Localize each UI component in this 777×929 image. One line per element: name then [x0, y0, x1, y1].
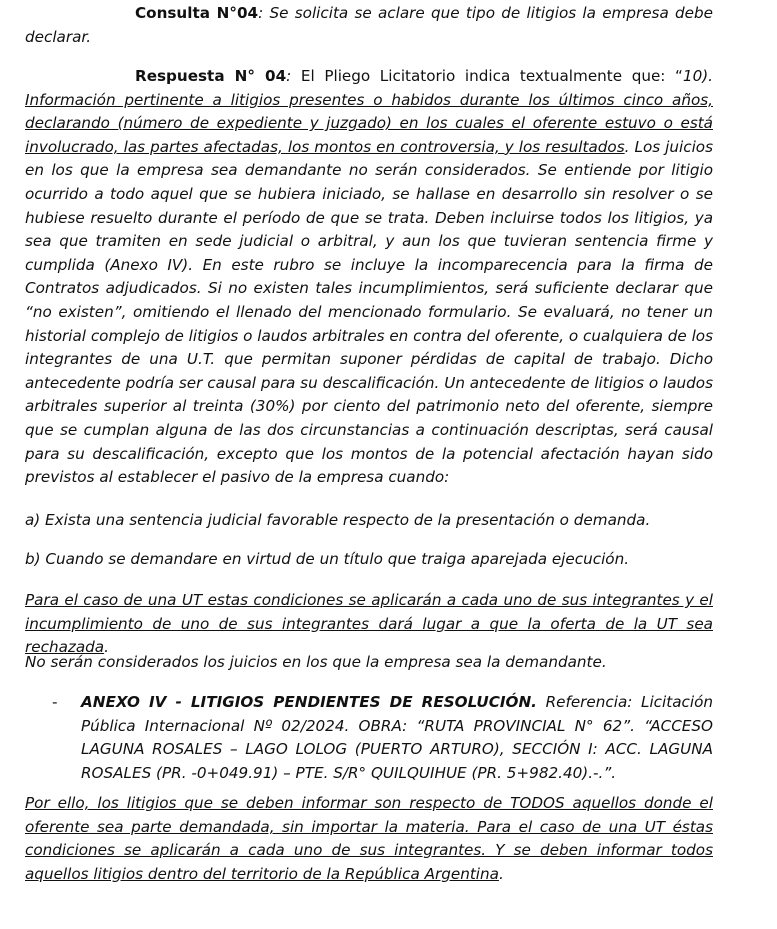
respuesta-intro: El Pliego Licitatorio indica textualmente que: “ [291, 67, 683, 85]
consulta-paragraph [25, 2, 713, 49]
consulta-colon: : [258, 4, 264, 22]
anexo-paragraph [81, 691, 713, 785]
consulta-label: Consulta N°04 [135, 4, 259, 22]
anexo-text: Referencia: Licitación Pública Internacional Nº 02/2024. OBRA: “RUTA PROVINCIAL N° 62”. “ACCESO LAGUNA ROSALES – LAGO LOLOG (PUERTO ARTURO), SECCIÓN I: ACC. LAGUNA ROSALES (PR. -0+049.91) – PTE. S/R° QUILQUIHUE (PR. 5+982.40).-.”. [81, 693, 714, 782]
consulta-text: Se solicita se aclare que tipo de litigios la empresa debe declarar. [25, 4, 714, 46]
respuesta-colon: : [286, 67, 292, 85]
conclusion-underlined: Por ello, los litigios que se deben informar son respecto de TODOS aquellos donde el oferente sea parte demandada, sin importar la materia. Para el caso de una UT éstas condiciones se aplicarán a cada uno de sus integrantes. Y se deben informar todos aquellos litigios dentro del territorio de la República Argentina [25, 794, 713, 883]
anexo-list-item [25, 691, 713, 785]
anexo-title: ANEXO IV - LITIGIOS PENDIENTES DE RESOLUCIÓN. [81, 693, 537, 711]
respuesta-paragraph [25, 65, 713, 490]
item-a: a) Exista una sentencia judicial favorable respecto de la presentación o demanda. [25, 511, 651, 529]
conclusion-paragraph [25, 792, 713, 886]
ut-paragraph [25, 589, 713, 660]
respuesta-rest: . Los juicios en los que la empresa sea demandante no serán considerados. Se entiende por litigio ocurrido a todo aquel que se hubiera iniciado, se hallase en desarrollo sin resolver o se hubiese resuelto durante el período de que se trata. Deben incluirse todos los litigios, ya sea que tramiten en sede judicial o arbitral, y aun los que tuvieran sentencia firme y cumplida (Anexo IV). En este rubro se incluye la incomparecencia para la firma de Contratos adjudicados. Si no existen tales incumplimientos, será suficiente declarar que “no existen”, omitiendo el llenado del mencionado formulario. Se evaluará, no tener un historial complejo de litigios o laudos arbitrales en contra del oferente, o cualquiera de los integrantes de una U.T. que permitan suponer pérdidas de capital de trabajo. Dicho antecedente podría ser causal para su descalificación. Un antecedente de litigios o laudos arbitrales superior al treinta (30%) por ciento del patrimonio neto del oferente, siempre que se cumplan alguna de las dos circunstancias a continuación descriptas, será causal para su descalificación, excepto que los montos de la potencial afectación hayan sido previstos al establecer el pasivo de la empresa cuando: [25, 137, 713, 487]
respuesta-quote-start: 10). [682, 67, 713, 85]
respuesta-underlined: Información pertinente a litigios presentes o habidos durante los últimos cinco años, declarando (número de expediente y juzgado) en los cuales el oferente estuvo o está involucrado, las partes afectadas, los montos en controversia, y los resultados [25, 90, 713, 156]
bullet-dash: - [52, 693, 58, 711]
ut-end: . [104, 638, 109, 657]
item-b: b) Cuando se demandare en virtud de un título que traiga aparejada ejecución. [25, 550, 630, 568]
no-demandante-paragraph: No serán considerados los juicios en los que la empresa sea la demandante. [25, 653, 607, 671]
respuesta-label: Respuesta N° 04 [135, 67, 287, 85]
conclusion-end: . [498, 864, 504, 883]
ut-underlined: Para el caso de una UT estas condiciones se aplicarán a cada uno de sus integrantes y el incumplimiento de uno de sus integrantes dará lugar a que la oferta de la UT sea rechazada [25, 591, 713, 657]
